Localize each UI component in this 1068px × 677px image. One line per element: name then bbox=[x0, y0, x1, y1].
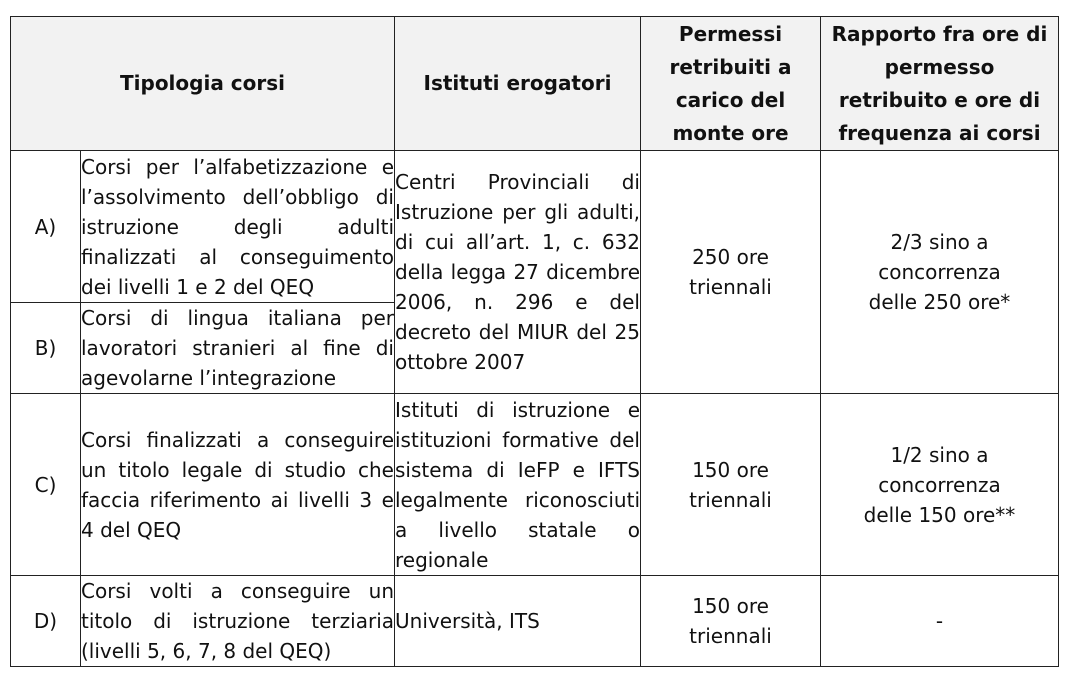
courses-table bbox=[10, 16, 1059, 667]
table-row-d bbox=[11, 576, 1059, 667]
header-istituti: Istituti erogatori bbox=[395, 17, 641, 151]
header-tipologia: Tipologia corsi bbox=[11, 17, 395, 151]
header-row bbox=[11, 17, 1059, 151]
row-rapporto: - bbox=[821, 576, 1059, 667]
row-letter: B) bbox=[11, 303, 81, 394]
header-permessi: Permessi retribuiti a carico del monte ore bbox=[641, 17, 821, 151]
table-row-c bbox=[11, 394, 1059, 576]
row-permessi: 150 ore triennali bbox=[641, 576, 821, 667]
row-permessi: 150 ore triennali bbox=[641, 394, 821, 576]
row-rapporto-shared: 2/3 sino a concorrenza delle 250 ore* bbox=[821, 151, 1059, 394]
row-letter: D) bbox=[11, 576, 81, 667]
row-tipologia: Corsi finalizzati a conseguire un titolo legale di studio che faccia riferimento ai livelli 3 e 4 del QEQ bbox=[81, 394, 395, 576]
row-istituti-shared: Centri Provinciali di Istruzione per gli adulti, di cui all’art. 1, c. 632 della legga 27 dicembre 2006, n. 296 e del decreto del MIUR del 25 ottobre 2007 bbox=[395, 151, 641, 394]
row-istituti: Università, ITS bbox=[395, 576, 641, 667]
row-letter: C) bbox=[11, 394, 81, 576]
row-istituti: Istituti di istruzione e istituzioni formative del sistema di IeFP e IFTS legalmente riconosciuti a livello statale o regionale bbox=[395, 394, 641, 576]
row-tipologia: Corsi di lingua italiana per lavoratori stranieri al fine di agevolarne l’integrazione bbox=[81, 303, 395, 394]
row-letter: A) bbox=[11, 151, 81, 303]
table-row-a bbox=[11, 151, 1059, 303]
row-rapporto: 1/2 sino a concorrenza delle 150 ore** bbox=[821, 394, 1059, 576]
header-rapporto: Rapporto fra ore di permesso retribuito e ore di frequenza ai corsi bbox=[821, 17, 1059, 151]
row-tipologia: Corsi volti a conseguire un titolo di istruzione terziaria (livelli 5, 6, 7, 8 del QEQ) bbox=[81, 576, 395, 667]
row-tipologia: Corsi per l’alfabetizzazione e l’assolvimento dell’obbligo di istruzione degli adulti finalizzati al conseguimento dei livelli 1 e 2 del QEQ bbox=[81, 151, 395, 303]
row-permessi-shared: 250 ore triennali bbox=[641, 151, 821, 394]
